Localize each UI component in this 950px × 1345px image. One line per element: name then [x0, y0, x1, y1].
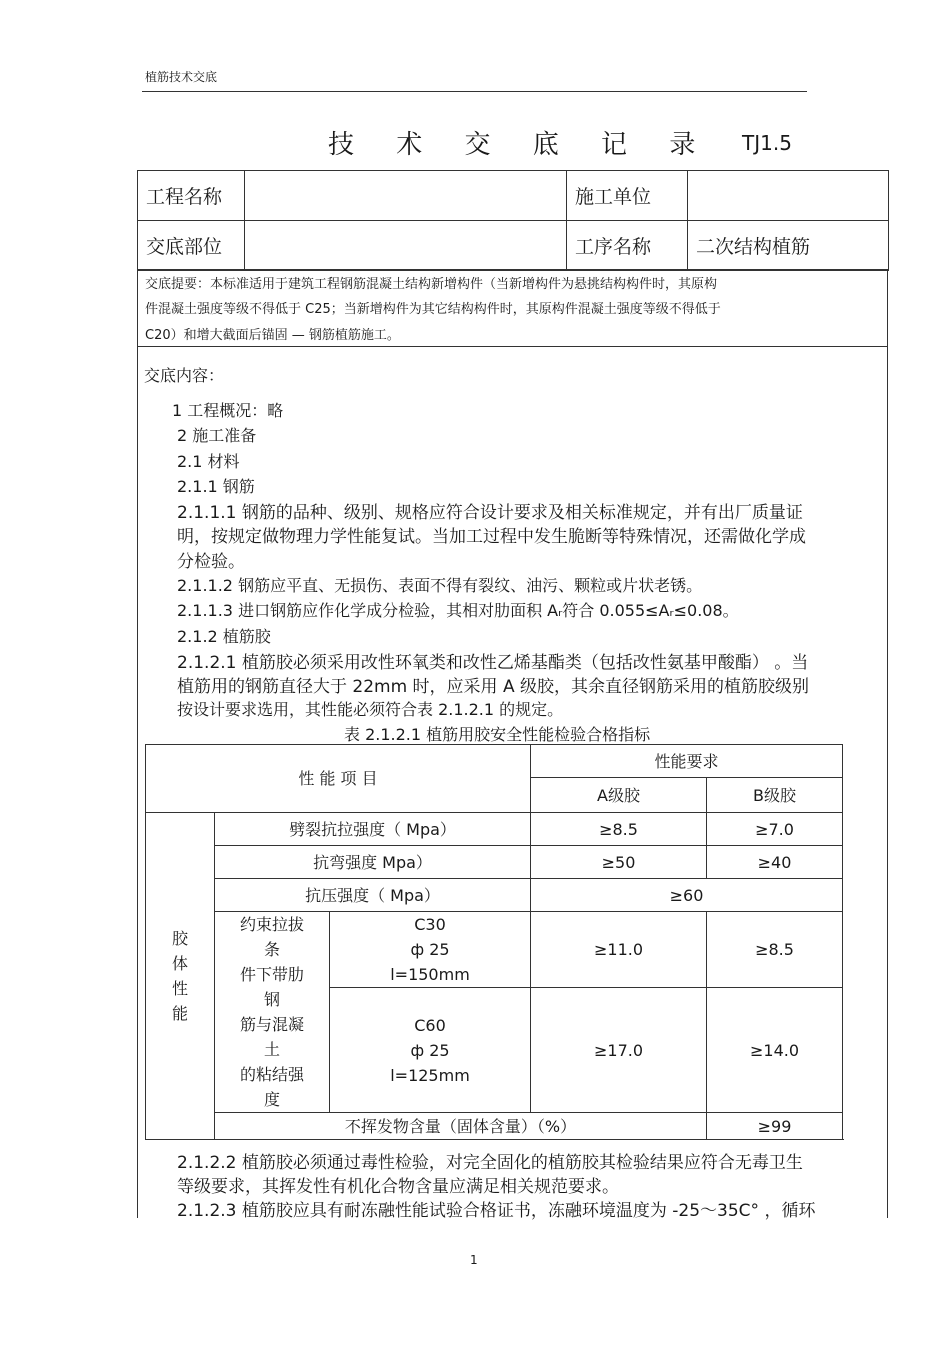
project-name-label: 工程名称 — [138, 171, 245, 221]
content-line: 2.1.2.3 植筋胶应具有耐冻融性能试验合格证书，冻融环境温度为 -25～35C° ，循环 — [177, 1201, 816, 1221]
group-label: 胶 体 性 能 — [146, 813, 215, 1140]
info-table — [137, 170, 889, 271]
content-line: 1 工程概况：略 — [172, 401, 284, 420]
spec-table — [145, 744, 843, 1140]
row-value-a: ≥17.0 — [531, 988, 707, 1113]
row-name: 劈裂抗拉强度（ Mpa） — [215, 813, 531, 846]
content-line: 2.1.2.1 植筋胶必须采用改性环氧类和改性乙烯基酯类（包括改性氨基甲酸酯） 。当 — [177, 653, 809, 673]
row-value-ab: ≥60 — [531, 879, 843, 912]
page-number: 1 — [470, 1253, 478, 1267]
process-value: 二次结构植筋 — [688, 221, 889, 271]
row-name: 不挥发物含量（固体含量）（%） — [215, 1113, 707, 1140]
content-line: 2.1.2.2 植筋胶必须通过毒性检验，对完全固化的植筋胶其检验结果应符合无毒卫生 — [177, 1153, 803, 1173]
header-rule — [142, 91, 807, 92]
row-value-b: ≥7.0 — [707, 813, 843, 846]
row-value-b: ≥8.5 — [707, 912, 843, 988]
row-value-a: ≥50 — [531, 846, 707, 879]
summary-line: 件混凝土强度等级不得低于 C25；当新增构件为其它结构构件时，其原构件混凝土强度等级不得低于 — [145, 302, 721, 317]
process-label: 工序名称 — [567, 221, 688, 271]
row-name: 抗弯强度 Mpa） — [215, 846, 531, 879]
content-line: 分检验。 — [177, 552, 245, 572]
construction-unit-label: 施工单位 — [567, 171, 688, 221]
location-value — [245, 221, 567, 271]
row-value-ab: ≥99 — [707, 1113, 843, 1140]
row-value-a: ≥8.5 — [531, 813, 707, 846]
header-grade-a: A级胶 — [531, 778, 707, 813]
content-line: 2.1.1.3 进口钢筋应作化学成分检验，其相对肋面积 Aᵣ符合 0.055≤Aᵣ≤0.08。 — [177, 601, 739, 620]
content-line: 2.1.1 钢筋 — [177, 477, 255, 496]
c30-spec: C30 ф 25 l=150mm — [330, 912, 531, 988]
row-value-b: ≥40 — [707, 846, 843, 879]
content-line: 明，按规定做物理力学性能复试。当加工过程中发生脆断等特殊情况，还需做化学成 — [177, 527, 806, 547]
table-caption: 表 2.1.2.1 植筋用胶安全性能检验合格指标 — [344, 725, 651, 744]
content-line: 植筋用的钢筋直径大于 22mm 时，应采用 A 级胶，其余直径钢筋采用的植筋胶级别 — [177, 677, 809, 697]
project-name-value — [245, 171, 567, 221]
content-line: 2.1.2 植筋胶 — [177, 627, 271, 646]
header-grade-b: B级胶 — [707, 778, 843, 813]
page-header: 植筋技术交底 — [145, 70, 218, 84]
document-title: 技 术 交 底 记 录 — [328, 130, 713, 160]
row-value-b: ≥14.0 — [707, 988, 843, 1113]
construction-unit-value — [688, 171, 889, 221]
content-line: 2.1 材料 — [177, 452, 240, 471]
summary-box — [137, 269, 888, 347]
bond-strength-label: 约束拉拔 条 件下带肋 钢 筋与混凝 土 的粘结强 度 — [215, 912, 330, 1113]
summary-line: 交底提要：本标准适用于建筑工程钢筋混凝土结构新增构件（当新增构件为悬挑结构构件时，其原构 — [145, 277, 718, 292]
header-requirement: 性能要求 — [531, 745, 843, 778]
content-line: 等级要求，其挥发性有机化合物含量应满足相关规范要求。 — [177, 1177, 619, 1197]
content-heading: 交底内容： — [144, 366, 225, 385]
content-line: 2.1.1.2 钢筋应平直、无损伤、表面不得有裂纹、油污、颗粒或片状老锈。 — [177, 576, 703, 595]
content-line: 2.1.1.1 钢筋的品种、级别、规格应符合设计要求及相关标准规定，并有出厂质量证 — [177, 503, 803, 523]
c60-spec: C60 ф 25 l=125mm — [330, 988, 531, 1113]
row-value-a: ≥11.0 — [531, 912, 707, 988]
summary-line: C20）和增大截面后锚固 — 钢筋植筋施工。 — [145, 328, 400, 343]
header-item: 性 能 项 目 — [146, 745, 531, 813]
document-code: TJ1.5 — [742, 131, 792, 155]
content-line: 2 施工准备 — [177, 426, 257, 445]
content-line: 按设计要求选用，其性能必须符合表 2.1.2.1 的规定。 — [177, 700, 564, 719]
row-name: 抗压强度（ Mpa） — [215, 879, 531, 912]
location-label: 交底部位 — [138, 221, 245, 271]
